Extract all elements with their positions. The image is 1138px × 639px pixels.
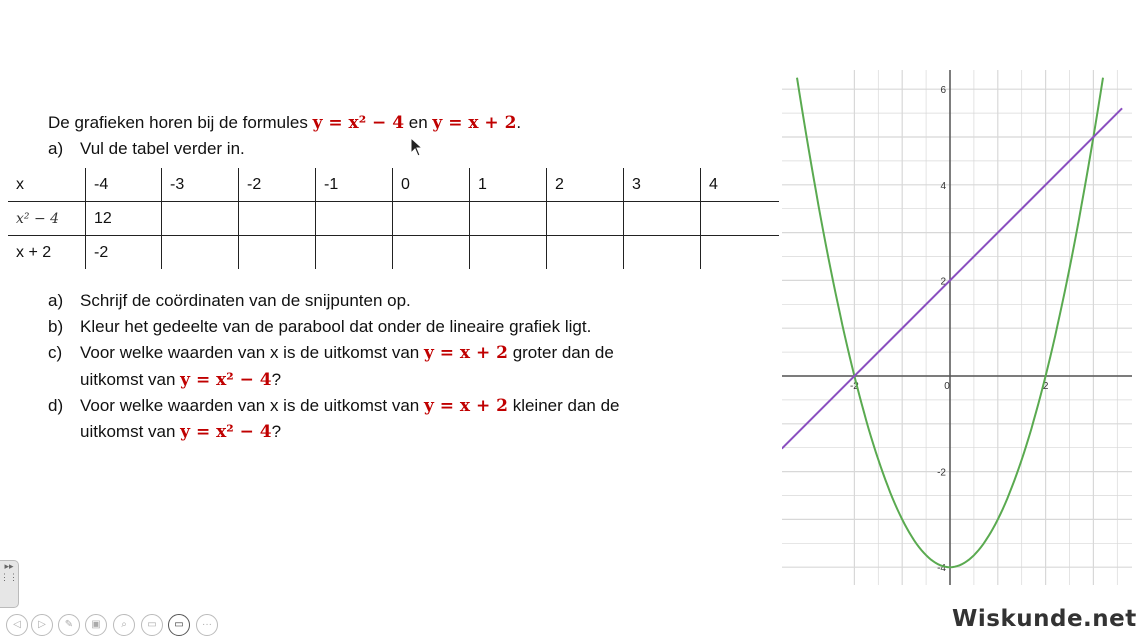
table-cell[interactable] bbox=[624, 236, 701, 270]
table-cell[interactable] bbox=[547, 202, 624, 236]
value-table bbox=[8, 168, 779, 269]
question-d-end: ? bbox=[271, 422, 282, 441]
y-tick-label: -2 bbox=[937, 467, 946, 479]
intro-connector: en bbox=[404, 113, 433, 132]
table-cell[interactable] bbox=[162, 236, 239, 270]
table-cell[interactable] bbox=[162, 202, 239, 236]
question-c-formula-line: y = x + 2 bbox=[423, 343, 508, 363]
table-row-label: x² − 4 bbox=[8, 202, 86, 236]
table-cell[interactable]: -2 bbox=[86, 236, 162, 270]
question-a-label: a) bbox=[48, 291, 64, 310]
question-b-text: Kleur het gedeelte van de parabool dat onder de lineaire grafiek ligt. bbox=[80, 317, 592, 336]
back-icon[interactable]: ◁ bbox=[6, 614, 28, 636]
table-cell[interactable] bbox=[547, 236, 624, 270]
task-a-table bbox=[48, 138, 245, 160]
question-a bbox=[48, 290, 411, 312]
table-cell[interactable] bbox=[624, 202, 701, 236]
formula-line: y = x + 2 bbox=[432, 113, 517, 133]
table-cell[interactable] bbox=[316, 236, 393, 270]
table-header-cell: 2 bbox=[547, 168, 624, 202]
question-d-label: d) bbox=[48, 396, 64, 415]
graph-grid bbox=[782, 70, 1132, 585]
table-header-cell: -3 bbox=[162, 168, 239, 202]
table-header-cell: 1 bbox=[470, 168, 547, 202]
table-header-cell: -1 bbox=[316, 168, 393, 202]
y-tick-label: 2 bbox=[940, 276, 946, 288]
mouse-cursor-icon bbox=[410, 137, 424, 159]
sidebar-toggle[interactable]: ▸▸ ⋮⋮ bbox=[0, 560, 19, 608]
table-header-cell: -4 bbox=[86, 168, 162, 202]
function-graph bbox=[782, 70, 1132, 585]
table-row-line bbox=[8, 236, 779, 270]
question-c-end: ? bbox=[271, 370, 282, 389]
question-c-mid: groter dan de bbox=[507, 343, 614, 362]
question-c-label: c) bbox=[48, 343, 63, 362]
y-tick-label: -4 bbox=[937, 563, 946, 575]
table-cell[interactable] bbox=[239, 202, 316, 236]
question-c-pre2: uitkomst van bbox=[80, 370, 181, 389]
question-c-formula-parabola: y = x² − 4 bbox=[180, 370, 272, 390]
brand-logo: Wiskunde.net bbox=[952, 606, 1137, 632]
question-a-text: Schrijf de coördinaten van de snijpunten op. bbox=[80, 291, 411, 310]
table-cell[interactable] bbox=[239, 236, 316, 270]
table-header-cell: 0 bbox=[393, 168, 470, 202]
table-header-cell: 3 bbox=[624, 168, 701, 202]
question-d-formula-line: y = x + 2 bbox=[423, 396, 508, 416]
y-tick-label: 6 bbox=[940, 85, 946, 97]
table-cell[interactable] bbox=[701, 202, 780, 236]
table-cell[interactable] bbox=[316, 202, 393, 236]
question-c-cont bbox=[80, 369, 281, 391]
question-b bbox=[48, 316, 591, 338]
task-a-label: a) bbox=[48, 139, 64, 158]
question-c-pre: Voor welke waarden van x is de uitkomst van bbox=[80, 343, 424, 362]
x-tick-label: 2 bbox=[1042, 381, 1049, 392]
question-d bbox=[48, 395, 620, 417]
question-d-pre: Voor welke waarden van x is de uitkomst van bbox=[80, 396, 424, 415]
table-cell[interactable] bbox=[393, 236, 470, 270]
camera-icon[interactable]: ▭ bbox=[168, 614, 190, 636]
table-row-parabola bbox=[8, 202, 779, 236]
question-b-label: b) bbox=[48, 317, 64, 336]
question-d-pre2: uitkomst van bbox=[80, 422, 181, 441]
intro-end: . bbox=[516, 113, 522, 132]
question-d-cont bbox=[80, 421, 281, 443]
table-cell[interactable] bbox=[470, 236, 547, 270]
subtitles-icon[interactable]: ▭ bbox=[141, 614, 163, 636]
table-cell[interactable] bbox=[470, 202, 547, 236]
question-d-mid: kleiner dan de bbox=[507, 396, 620, 415]
task-a-text: Vul de tabel verder in. bbox=[80, 139, 245, 158]
table-cell[interactable]: 12 bbox=[86, 202, 162, 236]
forward-icon[interactable]: ▷ bbox=[31, 614, 53, 636]
table-header-cell: -2 bbox=[239, 168, 316, 202]
formula-parabola: y = x² − 4 bbox=[312, 113, 405, 133]
table-header-cell: 4 bbox=[701, 168, 780, 202]
question-d-formula-parabola: y = x² − 4 bbox=[180, 422, 272, 442]
x-tick-label: 0 bbox=[944, 381, 950, 392]
x-tick-label: -2 bbox=[849, 381, 859, 392]
intro-line bbox=[48, 112, 521, 134]
table-cell[interactable] bbox=[701, 236, 780, 270]
table-header-row bbox=[8, 168, 779, 202]
slides-icon[interactable]: ▣ bbox=[85, 614, 107, 636]
table-header-cell: x bbox=[8, 168, 86, 202]
intro-text: De grafieken horen bij de formules bbox=[48, 113, 313, 132]
table-row-label: x + 2 bbox=[8, 236, 86, 270]
more-icon[interactable]: ··· bbox=[196, 614, 218, 636]
question-c bbox=[48, 342, 614, 364]
pen-icon[interactable]: ✎ bbox=[58, 614, 80, 636]
table-cell[interactable] bbox=[393, 202, 470, 236]
y-tick-label: 4 bbox=[940, 180, 946, 192]
zoom-icon[interactable]: ⌕ bbox=[113, 614, 135, 636]
